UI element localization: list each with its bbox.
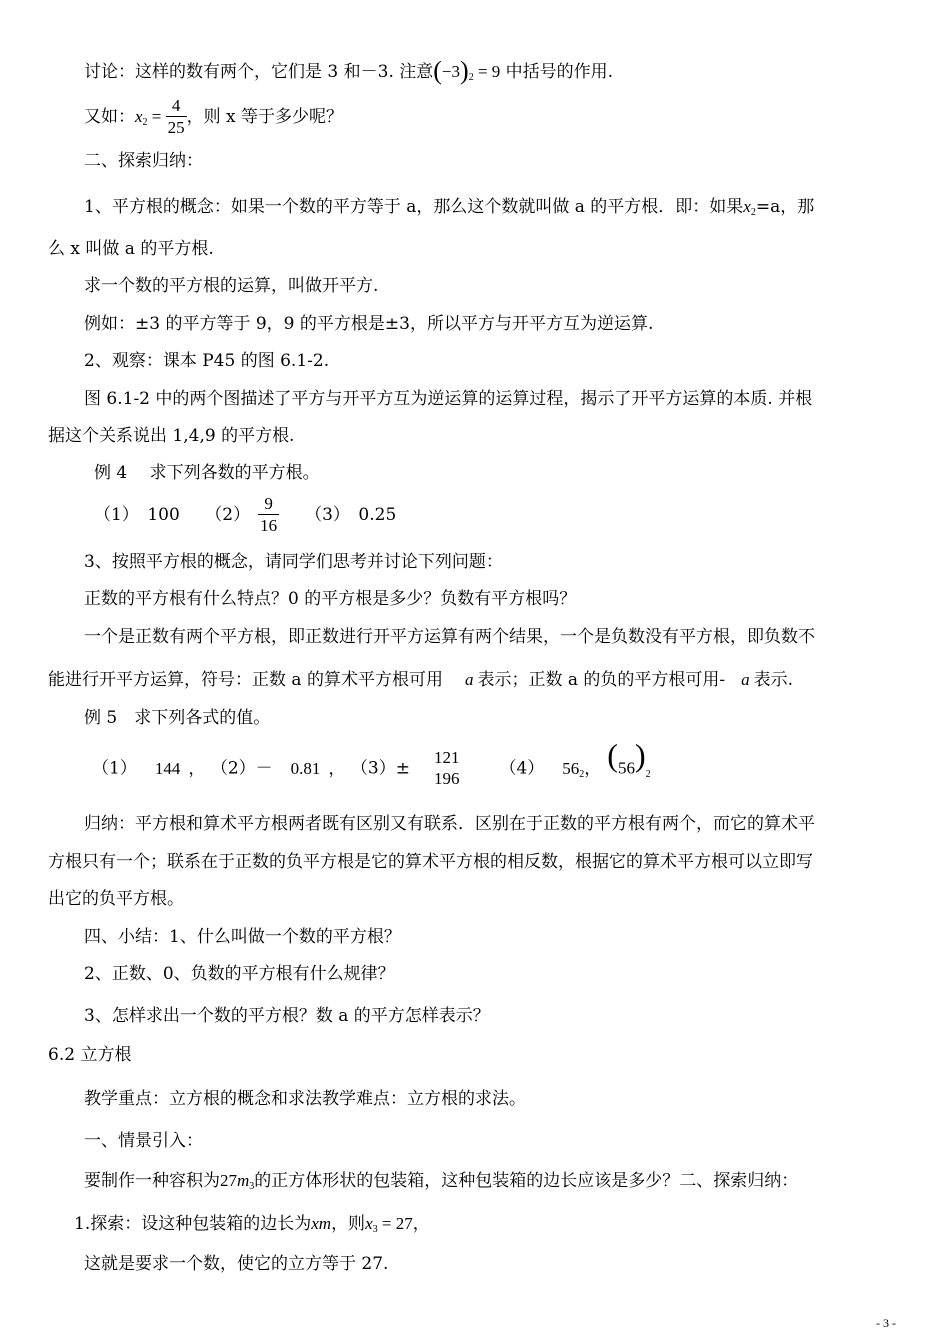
- example-items: （1） 144 ， （2）－ 0.81 ， （3）± 121 196 （4） 562， (56)2: [92, 736, 651, 788]
- paragraph-line: 归纳：平方根和算术平方根两者既有区别又有联系．区别在于正数的平方根有两个，而它的算术平: [84, 814, 815, 834]
- line-discussion: 讨论：这样的数有两个，它们是 3 和－3. 注意(−3)2 = 9 中括号的作用.: [84, 56, 614, 85]
- paragraph-line: 教学重点：立方根的概念和求法教学难点：立方根的求法。: [84, 1089, 526, 1109]
- paragraph-line: 例如：±3 的平方等于 9，9 的平方根是±3，所以平方与开平方互为逆运算.: [84, 314, 654, 334]
- paragraph-line: 一个是正数有两个平方根，即正数进行开平方运算有两个结果，一个是负数没有平方根，即负数不: [84, 627, 815, 647]
- summary-line: 四、小结：1、什么叫做一个数的平方根？: [84, 927, 401, 947]
- paragraph-line: 要制作一种容积为27m3的正方体形状的包装箱，这种包装箱的边长应该是多少？二、探索归纳：: [84, 1171, 799, 1192]
- paragraph-line: 能进行开平方运算，符号：正数 a 的算术平方根可用 a 表示；正数 a 的负的平方根可用- a 表示.: [48, 670, 794, 690]
- paragraph-line: 正数的平方根有什么特点？0 的平方根是多少？负数有平方根吗？: [84, 589, 577, 609]
- paragraph-line: 2、观察：课本 P45 的图 6.1-2.: [84, 351, 330, 371]
- paragraph-line: 1、平方根的概念：如果一个数的平方等于 a，那么这个数就叫做 a 的平方根．即：如果x2=a，那: [84, 197, 815, 218]
- paragraph-line: 1.探索：设这种包装箱的边长为xm，则x3 = 27，: [74, 1214, 430, 1235]
- page-number: - 3 -: [876, 1316, 896, 1330]
- line-example-x-squared: 又如：x2 = $\frac{4}{25}$ ，则 x 等于多少呢？: [84, 96, 344, 137]
- fraction: $\frac{4}{25}$: [167, 96, 185, 137]
- fraction: $\frac{9}{16}$: [260, 494, 278, 535]
- paragraph-line: 这就是要求一个数，使它的立方等于 27.: [84, 1254, 389, 1274]
- example-items: （1） 100 （2） $\frac{9}{16}$ （3） 0.25: [94, 494, 397, 535]
- paragraph-line: 3、按照平方根的概念，请同学们思考并讨论下列问题：: [84, 552, 503, 572]
- fraction: 121 196: [433, 748, 460, 788]
- summary-line: 3、怎样求出一个数的平方根？数 a 的平方怎样表示？: [84, 1006, 490, 1026]
- paragraph-line: 方根只有一个；联系在于正数的负平方根是它的算术平方根的相反数，根据它的算术平方根可以立即写: [48, 852, 813, 872]
- paragraph-line: 么 x 叫做 a 的平方根.: [48, 239, 214, 259]
- example-heading: 例 4 求下列各数的平方根。: [94, 463, 320, 483]
- paragraph-line: 图 6.1-2 中的两个图描述了平方与开平方互为逆运算的运算过程，揭示了开平方运算的本质. 并根: [84, 389, 813, 409]
- example-heading: 例 5 求下列各式的值。: [84, 708, 271, 728]
- summary-line: 2、正数、0、负数的平方根有什么规律？: [84, 964, 395, 984]
- section-title: 6.2 立方根: [48, 1045, 132, 1065]
- section-heading: 二、探索归纳：: [84, 151, 203, 171]
- paragraph-line: 出它的负平方根。: [48, 889, 184, 909]
- paragraph-line: 据这个关系说出 1,4,9 的平方根.: [48, 426, 295, 446]
- section-heading: 一、情景引入：: [84, 1131, 203, 1151]
- paragraph-line: 求一个数的平方根的运算，叫做开平方.: [84, 276, 379, 296]
